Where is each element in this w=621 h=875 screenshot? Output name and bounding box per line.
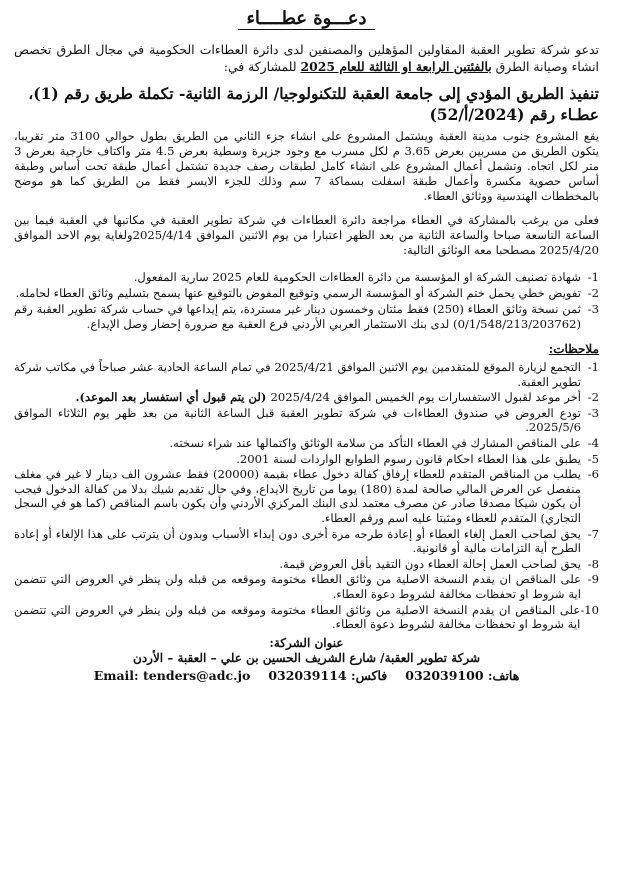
note-number: 3- <box>587 405 599 420</box>
phone-block <box>405 668 519 683</box>
list-item <box>14 286 599 301</box>
email-block <box>94 668 251 683</box>
note-text: على المناقص المشارك في العطاء التأكد من سلامة الوثائق واكتمالها عند شراء نسخته. <box>169 435 581 450</box>
note-emphasis: (لن يتم قبول أي استفسار بعد الموعد). <box>75 390 271 405</box>
project-title: تنفيذ الطريق المؤدي إلى جامعة العقبة للتكنولوجيا/ الرزمة الثانية- تكملة طريق رقم (1)، عطـاء رقم (2024/أ/52) <box>28 84 599 124</box>
note-number: 4- <box>587 435 599 450</box>
list-item <box>14 467 599 525</box>
item-number: 2- <box>587 286 599 300</box>
company-address: شركة تطوير العقبة/ شارع الشريف الحسين بن علي – العقبة – الأردن <box>133 650 480 665</box>
list-item <box>14 270 599 285</box>
list-item <box>14 302 599 332</box>
intro-category: بالفئتين الرابعة او الثالثة للعام 2025 <box>300 59 492 74</box>
note-text: يطبق على هذا العطاء احكام قانون رسوم الطوابع الواردات لسنة 2001. <box>236 451 581 466</box>
item-text: ثمن نسخة وثائق العطاء (250) فقط مئتان وخمسون دينار غير مستردة، يتم إيداعها في حساب شركة تطوير العقبة رقم (0/1/548/213/203762) لدى بنك الاستثمار العربي الأردني فرع العقبة مع ضرورة إحضار وصل الإيداع. <box>14 302 581 331</box>
list-item <box>14 452 599 467</box>
note-text: على المناقص ان يقدم النسخة الاصلية من وثائق العطاء مختومة وموقعه من قبله ولن ينظر في العروض التي تتضمن اية شروط او تحفظات مخالفة لشروط دعوة العطاء. <box>14 572 581 601</box>
announcement-title: دعـــوة عطــــاء <box>14 8 599 31</box>
fax-block <box>268 668 387 683</box>
note-text: على المناقص ان يقدم النسخة الاصلية من وثائق العطاء مختومة وموقعه من قبله ولن ينظر في العروض التي تتضمن اية شروط او تحفظات مخالفة لشروط دعوة العطاء. <box>14 602 581 632</box>
note-number: 5- <box>587 451 599 466</box>
note-number: 1- <box>587 360 599 374</box>
note-number: 10- <box>580 602 599 617</box>
item-text: شهادة تصنيف الشركة او المؤسسة من دائرة العطاءات الحكومية للعام 2025 سارية المفعول. <box>133 270 581 284</box>
list-item <box>14 436 599 451</box>
note-text: يحق لصاحب العمل إحالة العطاء دون التقيد بأقل العروض قيمة. <box>279 556 581 571</box>
participation-paragraph: فعلى من يرغب بالمشاركة في العطاء مراجعة دائرة العطاءات في شركة تطوير العقبة في مكاتبها في العقبة فيما بين الساعة التاسعة صباحا والساعة الثانية من بعد الظهر اعتبارا من يوم الاثنين الموافق 2025/4/14ولغاية يوم الاحد الموافق 2025/4/20 مصطحبا معه الوثائق التالية: <box>14 213 600 257</box>
email-address[interactable]: tenders@adc.jo <box>143 667 251 683</box>
fax-number: 032039114 <box>268 667 347 683</box>
item-text: تفويض خطي يحمل ختم الشركة أو المؤسسة الرسمي وتوقيع المفوض بالتوقيع عنها يسمح بتسليم وثائق العطاء لحامله. <box>15 286 581 300</box>
list-item <box>14 360 599 389</box>
list-item <box>14 406 599 435</box>
item-number: 1- <box>587 270 599 284</box>
note-text: التجمع لزيارة الموقع للمتقدمين يوم الاثنين الموافق 2025/4/21 في تمام الساعة الحادية عشر صباحاً في مكاتب شركة تطوير العقبة. <box>14 360 581 389</box>
phone-label: هاتف: <box>487 667 520 683</box>
phone-number: 032039100 <box>405 667 484 683</box>
list-item <box>14 572 599 601</box>
contact-line <box>14 668 599 683</box>
required-documents-list <box>14 270 599 332</box>
note-text: تودع العروض في صندوق العطاءات في شركة تطوير العقبة قبل الساعة الثانية من بعد ظهر يوم الثلاثاء الموافق 2025/5/6. <box>14 405 581 435</box>
email-label: Email: <box>93 667 139 683</box>
intro-text: تدعو شركة تطوير العقبة المقاولين المؤهلين والمصنفين لدى دائرة العطاءات الحكومية في مجال الطرق تخصص انشاء وصيانة الطرق <box>14 42 599 74</box>
note-text: يطلب من المناقص المتقدم للعطاء إرفاق كفالة دخول عطاء بقيمة (20000) فقط عشرون الف دينار لا غير في مغلف منفصل عن العرض المالي صالحة لمدة (180) يوما من تاريخ الايداع، وفي حال تقديم شيك بدلا من كفالة الدخول فيجب أن يكون شيكا مصدقا صادر عن مصرف معتمد لدى البنك المركزي الأردني وأن يكون باسم المناقص (كما هو في السجل التجاري) المتقدم للعطاء ومثبتا عليه اسم ورقم العطاء. <box>14 467 581 525</box>
list-item <box>14 603 599 632</box>
list-item <box>14 390 599 405</box>
note-number: 6- <box>587 467 599 482</box>
list-item <box>14 527 599 556</box>
address-heading: عنوان الشركة: <box>269 635 344 650</box>
note-number: 7- <box>587 526 599 541</box>
note-text: أخر موعد لقبول الاستفسارات يوم الخميس الموافق 2025/4/24 (لن يتم قبول أي استفسار بعد الموعد). <box>75 390 581 405</box>
note-number: 9- <box>587 572 599 587</box>
note-text: يحق لصاحب العمل إلغاء العطاء أو إعادة طرحه مرة أخرى دون إبداء الأسباب وبدون أن يترتب على هذا الإلغاء أو إعادة الطرح أية التزامات مالية أو قانونية. <box>14 526 581 556</box>
list-item <box>14 557 599 572</box>
note-number: 2- <box>587 390 599 405</box>
notes-heading: ملاحظات: <box>548 342 599 356</box>
note-number: 8- <box>587 556 599 571</box>
intro-tail: للمشاركة في: <box>223 59 297 74</box>
item-number: 3- <box>587 302 599 316</box>
project-description: يقع المشروع جنوب مدينة العقبة ويشتمل المشروع على انشاء جزء الثاني من الطريق بطول حوالي 3100 متر تقريبا، يتكون الطريق من مسربين بعرض 3.65 م لكل مسرب مع وجود جزيرة وسطية بعرض 4.5 متر واكتاف خارجية بعرض 3 متر لكل اتجاه. وتشمل أعمال المشروع على انشاء كامل لطبقات رصف جديدة تشتمل أعمال طبقة تحت أساس وطبقة أساس حصوية مكسرة وأعمال طبقة اسفلت بسماكة 7 سم وذلك للجزء الايسر فقط من الطريق كما هو موضح بالمخططات الهندسية ووثائق العطاء. <box>14 129 600 203</box>
intro-paragraph <box>14 41 599 75</box>
fax-label: فاكس: <box>350 667 388 683</box>
notes-list <box>14 360 599 632</box>
